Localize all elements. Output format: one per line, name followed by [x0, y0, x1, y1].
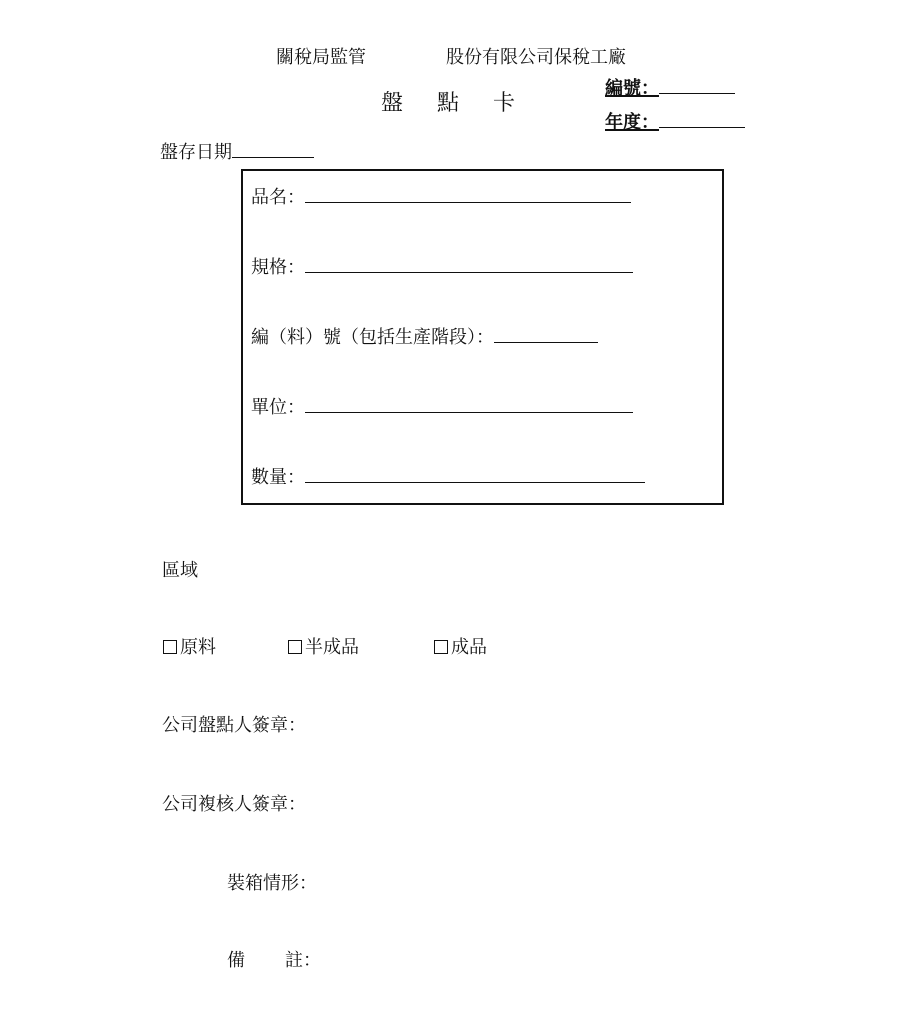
unit-line: [305, 412, 633, 413]
unit-field[interactable]: [251, 393, 633, 419]
checkbox-semi-finished[interactable]: [288, 633, 359, 659]
checkbox-raw-material[interactable]: [163, 633, 216, 659]
quantity-label: 數量：: [251, 467, 305, 488]
counter-signature-label: 公司盤點人簽章：: [162, 715, 306, 736]
spec-label: 規格：: [251, 257, 305, 278]
part-number-field[interactable]: [251, 323, 598, 349]
serial-number-line: [659, 93, 735, 94]
company-text: 股份有限公司保稅工廠: [446, 47, 626, 68]
serial-number-field[interactable]: [605, 74, 735, 100]
supervisor-text: 關稅局監管: [276, 47, 366, 68]
form-title: 盤點卡: [381, 91, 550, 116]
inventory-date-field[interactable]: [160, 138, 314, 164]
area-label: 區域: [162, 560, 198, 581]
packing-label: 裝箱情形：: [227, 873, 317, 894]
checkbox-icon[interactable]: [434, 640, 448, 654]
product-name-field[interactable]: [251, 183, 631, 209]
year-label: 年度：: [605, 112, 659, 133]
remarks-label-part2: 註：: [285, 950, 321, 971]
remarks-field: [227, 946, 321, 972]
product-name-label: 品名：: [251, 187, 305, 208]
part-number-line: [494, 342, 598, 343]
spec-line: [305, 272, 633, 273]
checkbox-icon[interactable]: [288, 640, 302, 654]
item-details-box: [241, 169, 724, 505]
quantity-field[interactable]: [251, 463, 645, 489]
inventory-date-label: 盤存日期: [160, 142, 232, 163]
year-field[interactable]: [605, 108, 745, 134]
remarks-label-part1: 備: [227, 950, 245, 971]
part-number-label: 編（料）號（包括生產階段）：: [251, 327, 494, 348]
finished-goods-label: 成品: [451, 637, 487, 658]
serial-number-label: 編號：: [605, 78, 659, 99]
semi-finished-label: 半成品: [305, 637, 359, 658]
product-name-line: [305, 202, 631, 203]
reviewer-signature-label: 公司複核人簽章：: [162, 794, 306, 815]
checkbox-icon[interactable]: [163, 640, 177, 654]
year-line: [659, 127, 745, 128]
checkbox-finished-goods[interactable]: [434, 633, 487, 659]
spec-field[interactable]: [251, 253, 633, 279]
inventory-date-line: [232, 157, 314, 158]
quantity-line: [305, 482, 645, 483]
raw-material-label: 原料: [180, 637, 216, 658]
unit-label: 單位：: [251, 397, 305, 418]
